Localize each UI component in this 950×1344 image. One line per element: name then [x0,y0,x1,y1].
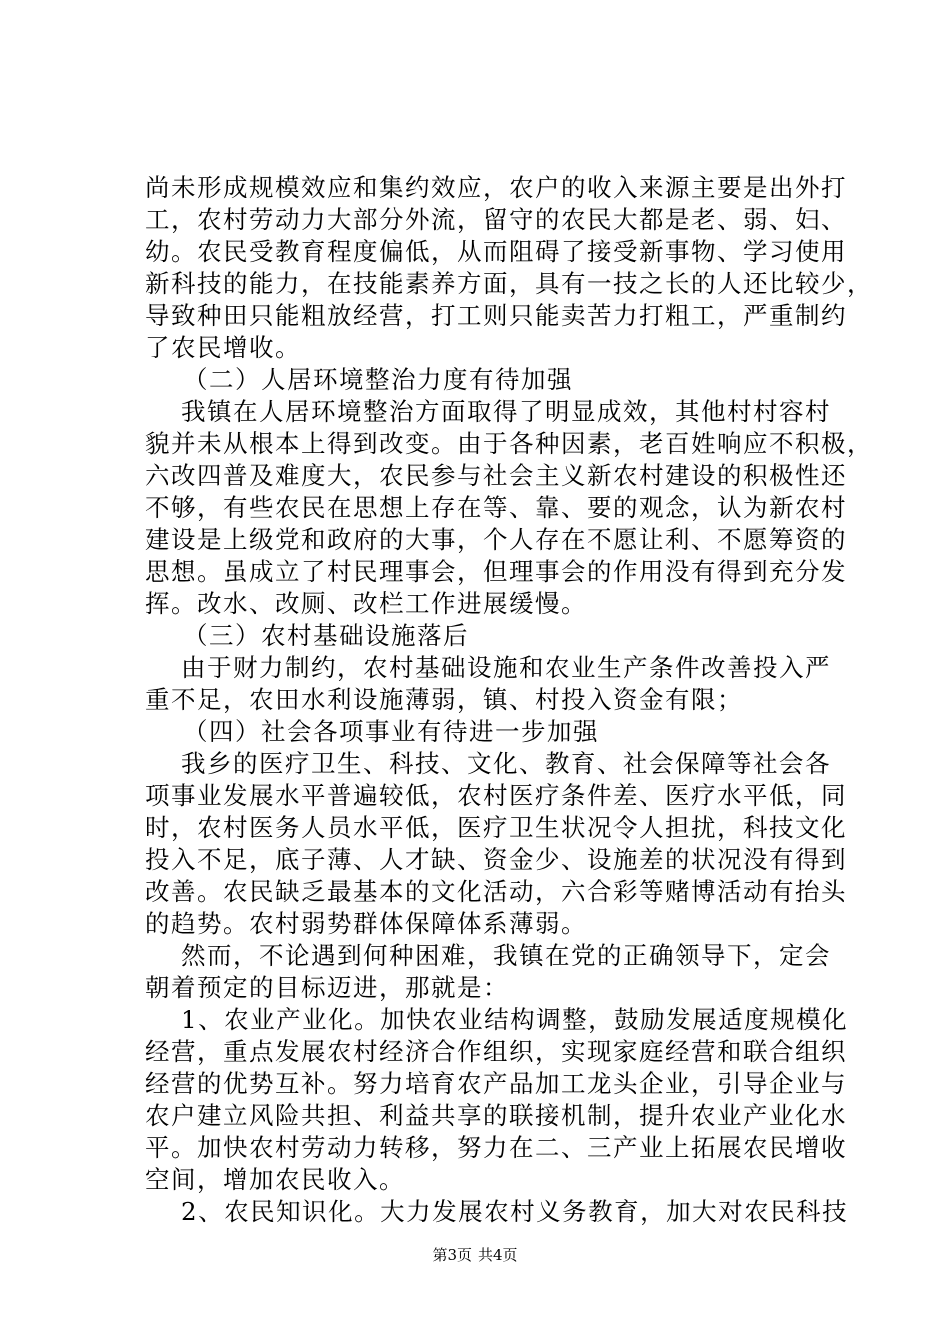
text-line: 农户建立风险共担、利益共享的联接机制，提升农业产业化水 [145,1101,847,1130]
paragraph [145,940,835,1004]
text-line: 挥。改水、改厕、改栏工作进展缓慢。 [145,589,587,618]
text-line: 貌并未从根本上得到改变。由于各种因素，老百姓响应不积极， [145,429,873,458]
paragraph [145,748,847,940]
text-line: 时，农村医务人员水平低，医疗卫生状况令人担扰，科技文化 [145,813,847,842]
page-footer [0,1245,950,1265]
paragraph [145,172,873,364]
text-line: 由于财力制约，农村基础设施和农业生产条件改善投入严 [181,653,831,682]
text-line: 工，农村劳动力大部分外流，留守的农民大都是老、弱、妇、 [145,205,847,234]
text-line: 平。加快农村劳动力转移，努力在二、三产业上拓展农民增收 [145,1133,847,1162]
section-heading: （二）人居环境整治力度有待加强 [183,365,573,394]
text-line: 建设是上级党和政府的大事，个人存在不愿让利、不愿筹资的 [145,525,847,554]
text-line: 幼。农民受教育程度偏低，从而阻碍了接受新事物、学习使用 [145,237,847,266]
paragraph [145,1196,849,1228]
text-line: 投入不足，底子薄、人才缺、资金少、设施差的状况没有得到 [145,845,847,874]
paragraph [145,1004,849,1196]
paragraph [145,652,835,716]
text-line: 经营，重点发展农村经济合作组织，实现家庭经营和联合组织 [145,1037,847,1066]
text-line: 了农民增收。 [145,333,301,362]
text-line: 朝着预定的目标迈进，那就是： [145,973,509,1002]
text-line: 改善。农民缺乏最基本的文化活动，六合彩等赌博活动有抬头 [145,877,847,906]
text-line: 重不足，农田水利设施薄弱，镇、村投入资金有限； [145,685,743,714]
page-total: 共4页 [478,1246,518,1264]
text-line: 经营的优势互补。努力培育农产品加工龙头企业，引导企业与 [145,1069,847,1098]
text-line: 尚未形成规模效应和集约效应，农户的收入来源主要是出外打 [145,173,847,202]
text-line: 1、农业产业化。加快农业结构调整，鼓励发展适度规模化 [181,1005,849,1034]
text-line: 不够，有些农民在思想上存在等、靠、要的观念，认为新农村 [145,493,847,522]
paragraph [145,396,873,620]
text-line: 2、农民知识化。大力发展农村义务教育，加大对农民科技 [181,1197,849,1226]
text-line: 的趋势。农村弱势群体保障体系薄弱。 [145,909,587,938]
text-line: 我镇在人居环境整治方面取得了明显成效，其他村村容村 [181,397,831,426]
text-line: 思想。虽成立了村民理事会，但理事会的作用没有得到充分发 [145,557,847,586]
text-line: 然而，不论遇到何种困难，我镇在党的正确领导下，定会 [181,941,831,970]
section-heading: （三）农村基础设施落后 [183,621,469,650]
text-line: 新科技的能力，在技能素养方面，具有一技之长的人还比较少， [145,269,873,298]
text-line: 我乡的医疗卫生、科技、文化、教育、社会保障等社会各 [181,749,831,778]
text-line: 六改四普及难度大，农民参与社会主义新农村建设的积极性还 [145,461,847,490]
text-line: 导致种田只能粗放经营，打工则只能卖苦力打粗工，严重制约 [145,301,847,330]
text-line: 空间，增加农民收入。 [145,1165,405,1194]
page-number: 第3页 [432,1246,472,1264]
document-body [145,172,873,1228]
text-line: 项事业发展水平普遍较低，农村医疗条件差、医疗水平低，同 [145,781,847,810]
section-heading: （四）社会各项事业有待进一步加强 [183,717,599,746]
